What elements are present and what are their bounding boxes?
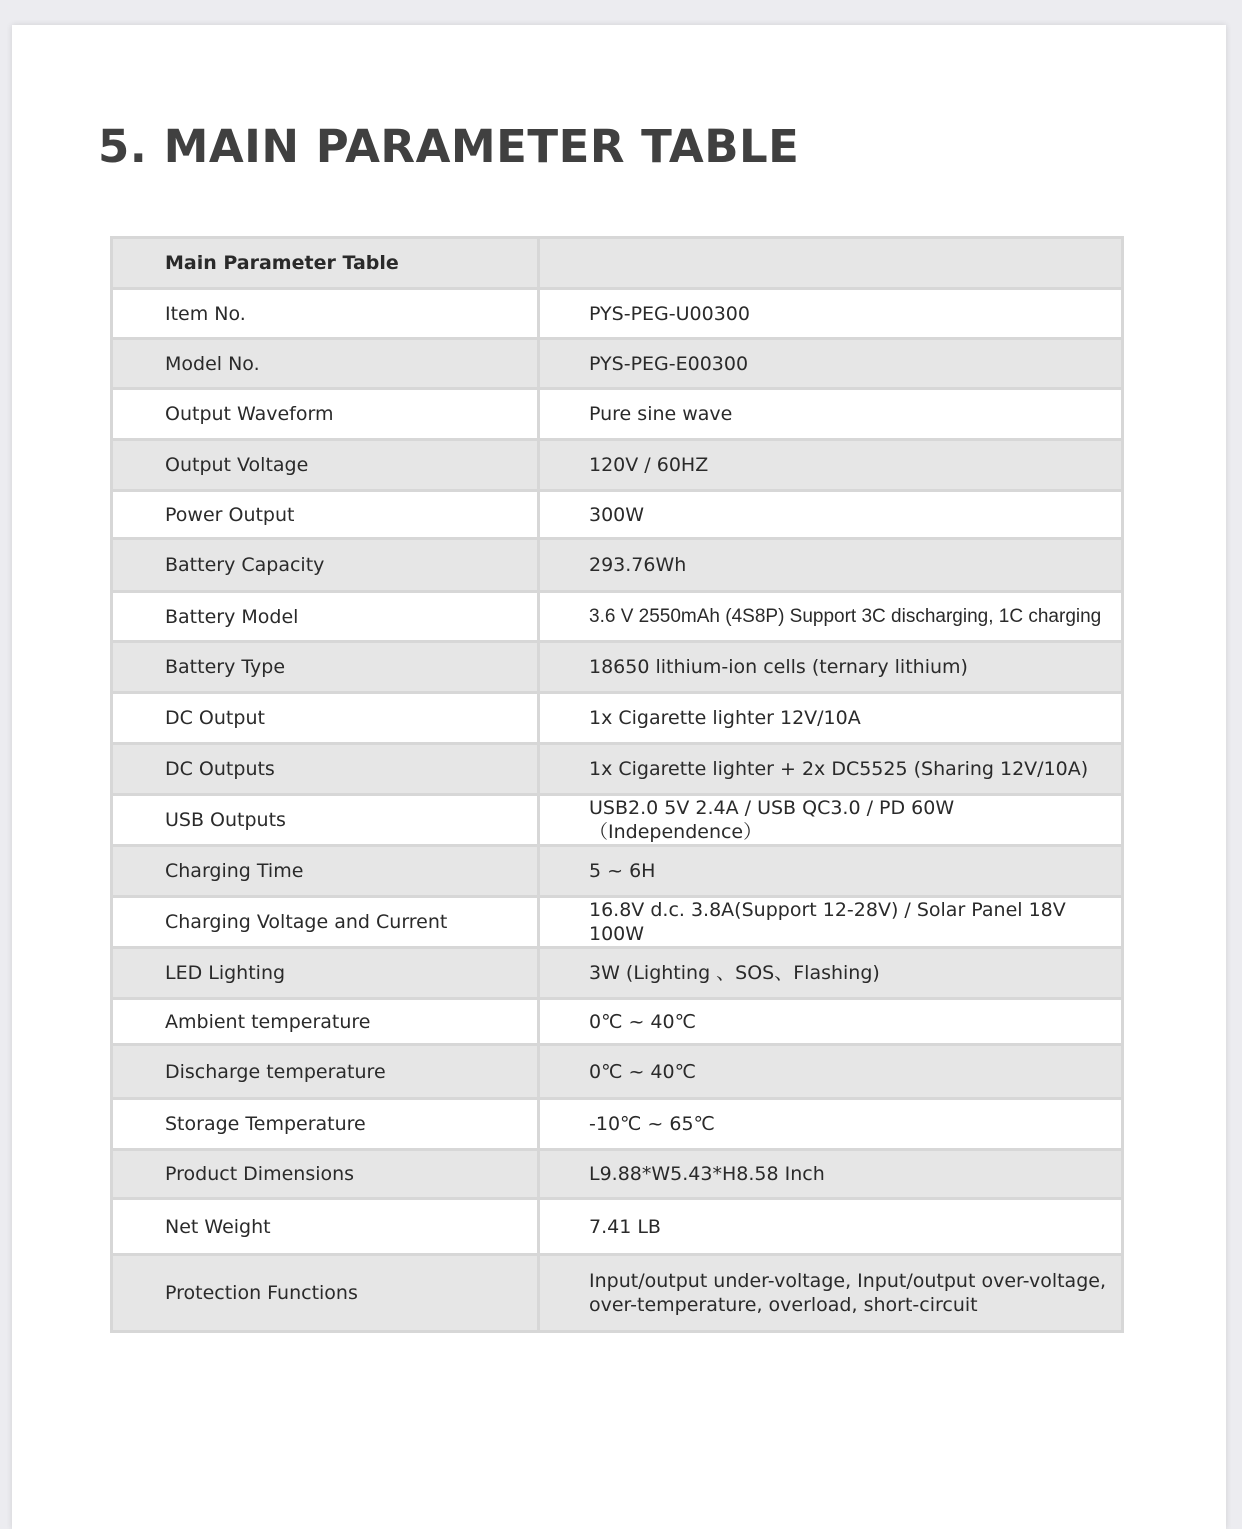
param-label: Item No. [112,289,539,339]
table-row [112,1255,1123,1332]
param-value: 16.8V d.c. 3.8A(Support 12-28V) / Solar Panel 18V 100W [539,897,1123,948]
param-label: Protection Functions [112,1255,539,1332]
param-label: Discharge temperature [112,1045,539,1099]
param-label: DC Output [112,693,539,744]
param-value: -10℃ ~ 65℃ [539,1099,1123,1150]
table-row [112,592,1123,642]
table-row [112,1045,1123,1099]
param-value: 18650 lithium-ion cells (ternary lithium) [539,642,1123,693]
param-value: Pure sine wave [539,389,1123,440]
table-row [112,693,1123,744]
param-value: 5 ~ 6H [539,846,1123,897]
param-value: PYS-PEG-U00300 [539,289,1123,339]
param-value: PYS-PEG-E00300 [539,339,1123,389]
table-row [112,744,1123,795]
param-value: 7.41 LB [539,1199,1123,1255]
param-label: Output Waveform [112,389,539,440]
param-label: Output Voltage [112,440,539,491]
param-value: 300W [539,491,1123,539]
param-label: Battery Capacity [112,539,539,592]
param-label: Charging Time [112,846,539,897]
table-row [112,846,1123,897]
param-label: DC Outputs [112,744,539,795]
param-value [539,1255,1123,1332]
param-value: 120V / 60HZ [539,440,1123,491]
param-value-line: over-temperature, overload, short-circuit [589,1294,978,1316]
param-label: Model No. [112,339,539,389]
param-value: 3W (Lighting 、SOS、Flashing) [539,948,1123,999]
table-row [112,491,1123,539]
table-row [112,339,1123,389]
param-value-text: 3.6 V 2550mAh (4S8P) Support 3C discharging, 1C charging [589,606,1102,627]
table-row [112,897,1123,948]
page-title: 5. MAIN PARAMETER TABLE [98,120,800,173]
param-value-line: Input/output under-voltage, Input/output over-voltage, [589,1270,1106,1292]
param-label: USB Outputs [112,795,539,846]
table-header-label: Main Parameter Table [112,238,539,289]
param-value: 293.76Wh [539,539,1123,592]
table-row [112,948,1123,999]
param-value: 1x Cigarette lighter + 2x DC5525 (Sharing 12V/10A) [539,744,1123,795]
param-label: Charging Voltage and Current [112,897,539,948]
table-row [112,289,1123,339]
param-value: 0℃ ~ 40℃ [539,1045,1123,1099]
table-header-row [112,238,1123,289]
param-value: L9.88*W5.43*H8.58 Inch [539,1150,1123,1199]
param-label: Net Weight [112,1199,539,1255]
document-page [12,25,1226,1529]
param-label: LED Lighting [112,948,539,999]
param-label: Battery Model [112,592,539,642]
param-value: 0℃ ~ 40℃ [539,999,1123,1045]
table-row [112,389,1123,440]
param-label: Power Output [112,491,539,539]
table-row [112,642,1123,693]
param-label: Product Dimensions [112,1150,539,1199]
table-row [112,795,1123,846]
table-row [112,1150,1123,1199]
param-value: USB2.0 5V 2.4A / USB QC3.0 / PD 60W（Independence） [539,795,1123,846]
main-parameter-table [110,236,1124,1333]
param-label: Storage Temperature [112,1099,539,1150]
param-value: 1x Cigarette lighter 12V/10A [539,693,1123,744]
param-value [539,592,1123,642]
table-row [112,1099,1123,1150]
table-row [112,999,1123,1045]
param-label: Battery Type [112,642,539,693]
param-label: Ambient temperature [112,999,539,1045]
table-row [112,539,1123,592]
table-row [112,440,1123,491]
table-header-value [539,238,1123,289]
table-row [112,1199,1123,1255]
